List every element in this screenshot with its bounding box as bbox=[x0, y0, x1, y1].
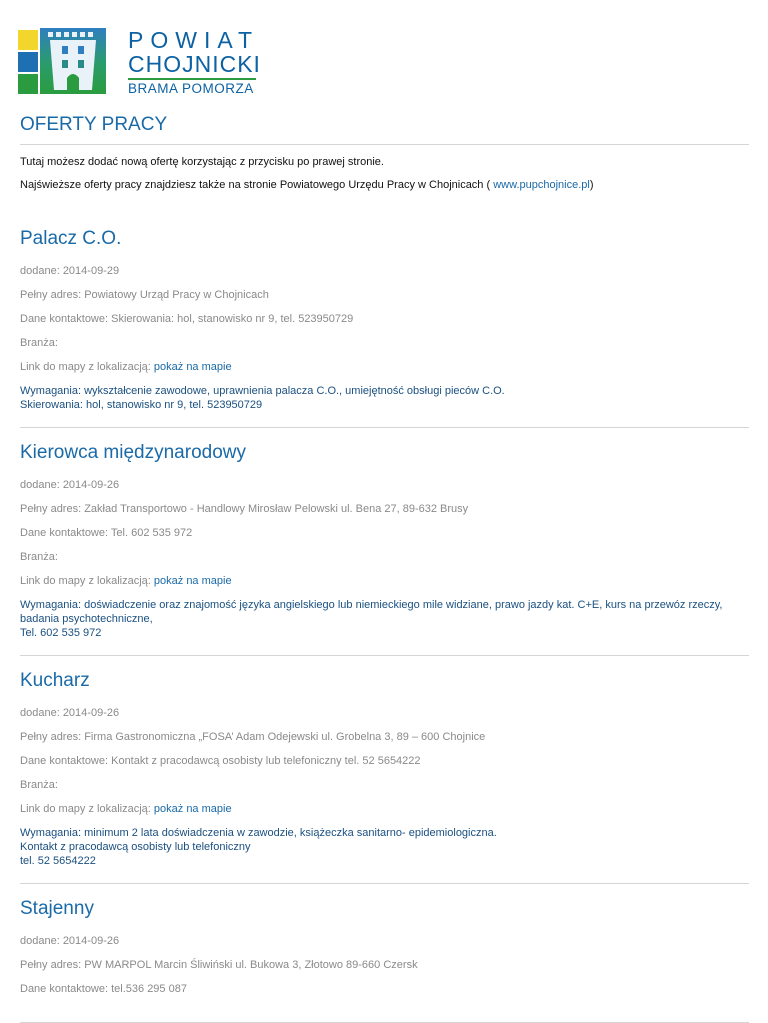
offer-map-label: Link do mapy z lokalizacją: bbox=[20, 361, 154, 373]
requirements-line: Wymagania: wykształcenie zawodowe, uprawnienia palacza C.O., umiejętność obsługi pieców C.O. bbox=[20, 385, 505, 397]
requirements-line: Skierowania: hol, stanowisko nr 9, tel. 523950729 bbox=[20, 399, 263, 411]
offer-map bbox=[20, 802, 749, 816]
offer-title[interactable]: Kucharz bbox=[20, 670, 90, 691]
offer-address: Pełny adres: Zakład Transportowo - Handlowy Mirosław Pelowski ul. Bena 27, 89-632 Brusy bbox=[20, 503, 469, 515]
offer-map-label: Link do mapy z lokalizacją: bbox=[20, 575, 154, 587]
requirements-line: Wymagania: doświadczenie oraz znajomość języka angielskiego lub niemieckiego mile widziane, prawo jazdy kat. C+E, kurs na przewóz rzeczy, badania psychotechniczne, bbox=[20, 599, 723, 625]
offer-contact: Dane kontaktowe: Skierowania: hol, stanowisko nr 9, tel. 523950729 bbox=[20, 313, 354, 325]
requirements-line: tel. 52 5654222 bbox=[20, 855, 96, 867]
job-offer bbox=[20, 228, 749, 428]
offer-title[interactable]: Kierowca międzynarodowy bbox=[20, 442, 246, 463]
offer-address: Pełny adres: Powiatowy Urząd Pracy w Chojnicach bbox=[20, 289, 269, 301]
offer-contact: Dane kontaktowe: tel.536 295 087 bbox=[20, 983, 187, 995]
requirements-line: Tel. 602 535 972 bbox=[20, 627, 102, 639]
offer-branch: Branża: bbox=[20, 337, 58, 349]
job-offer bbox=[20, 670, 749, 884]
tower-icon bbox=[38, 28, 124, 94]
logo-wordmark bbox=[128, 28, 261, 98]
offer-title[interactable]: Stajenny bbox=[20, 898, 94, 919]
offer-branch: Branża: bbox=[20, 551, 58, 563]
job-offer bbox=[20, 898, 749, 1023]
intro-text-pup-after: ) bbox=[589, 179, 594, 191]
logo-powiat: POWIAT bbox=[128, 27, 260, 53]
offer-branch: Branża: bbox=[20, 779, 58, 791]
offer-contact: Dane kontaktowe: Kontakt z pracodawcą osobisty lub telefoniczny tel. 52 5654222 bbox=[20, 755, 421, 767]
pup-link[interactable]: www.pupchojnice.pl bbox=[493, 179, 590, 191]
main-content bbox=[20, 110, 749, 1023]
logo-bar-green bbox=[18, 74, 38, 94]
offer-requirements bbox=[20, 826, 749, 868]
show-on-map-link[interactable]: pokaż na mapie bbox=[153, 361, 232, 373]
page-title: OFERTY PRACY bbox=[20, 110, 749, 145]
show-on-map-link[interactable]: pokaż na mapie bbox=[153, 803, 232, 815]
offer-contact: Dane kontaktowe: Tel. 602 535 972 bbox=[20, 527, 193, 539]
powiat-chojnicki-logo[interactable] bbox=[18, 27, 261, 96]
offer-requirements bbox=[20, 598, 749, 640]
logo-color-bars bbox=[18, 30, 40, 96]
offer-map bbox=[20, 574, 749, 588]
logo-brama-pomorza: BRAMA POMORZA bbox=[128, 81, 254, 96]
logo-bar-blue bbox=[18, 52, 38, 72]
offer-date: dodane: 2014-09-26 bbox=[20, 935, 120, 947]
offer-address: Pełny adres: Firma Gastronomiczna „FOSA’ Adam Odejewski ul. Grobelna 3, 89 – 600 Chojnice bbox=[20, 731, 486, 743]
intro-text-pup bbox=[20, 178, 749, 192]
offer-date: dodane: 2014-09-29 bbox=[20, 265, 120, 277]
requirements-line: Kontakt z pracodawcą osobisty lub telefoniczny bbox=[20, 841, 251, 853]
logo-bar-yellow bbox=[18, 30, 38, 50]
offer-date: dodane: 2014-09-26 bbox=[20, 707, 120, 719]
offer-map-label: Link do mapy z lokalizacją: bbox=[20, 803, 154, 815]
intro-text-pup-before: Najświeższe oferty pracy znajdziesz także na stronie Powiatowego Urzędu Pracy w Chojnicach ( bbox=[20, 179, 494, 191]
logo-chojnicki: CHOJNICKI bbox=[128, 51, 261, 77]
offer-requirements bbox=[20, 384, 749, 412]
job-offer bbox=[20, 442, 749, 656]
offer-address: Pełny adres: PW MARPOL Marcin Śliwiński ul. Bukowa 3, Złotowo 89-660 Czersk bbox=[20, 959, 418, 971]
offer-date: dodane: 2014-09-26 bbox=[20, 479, 120, 491]
intro-text: Tutaj możesz dodać nową ofertę korzystając z przycisku po prawej stronie. bbox=[20, 156, 384, 168]
offer-map bbox=[20, 360, 749, 374]
show-on-map-link[interactable]: pokaż na mapie bbox=[153, 575, 232, 587]
requirements-line: Wymagania: minimum 2 lata doświadczenia w zawodzie, książeczka sanitarno- epidemiologiczna. bbox=[20, 827, 497, 839]
offer-title[interactable]: Palacz C.O. bbox=[20, 228, 122, 249]
